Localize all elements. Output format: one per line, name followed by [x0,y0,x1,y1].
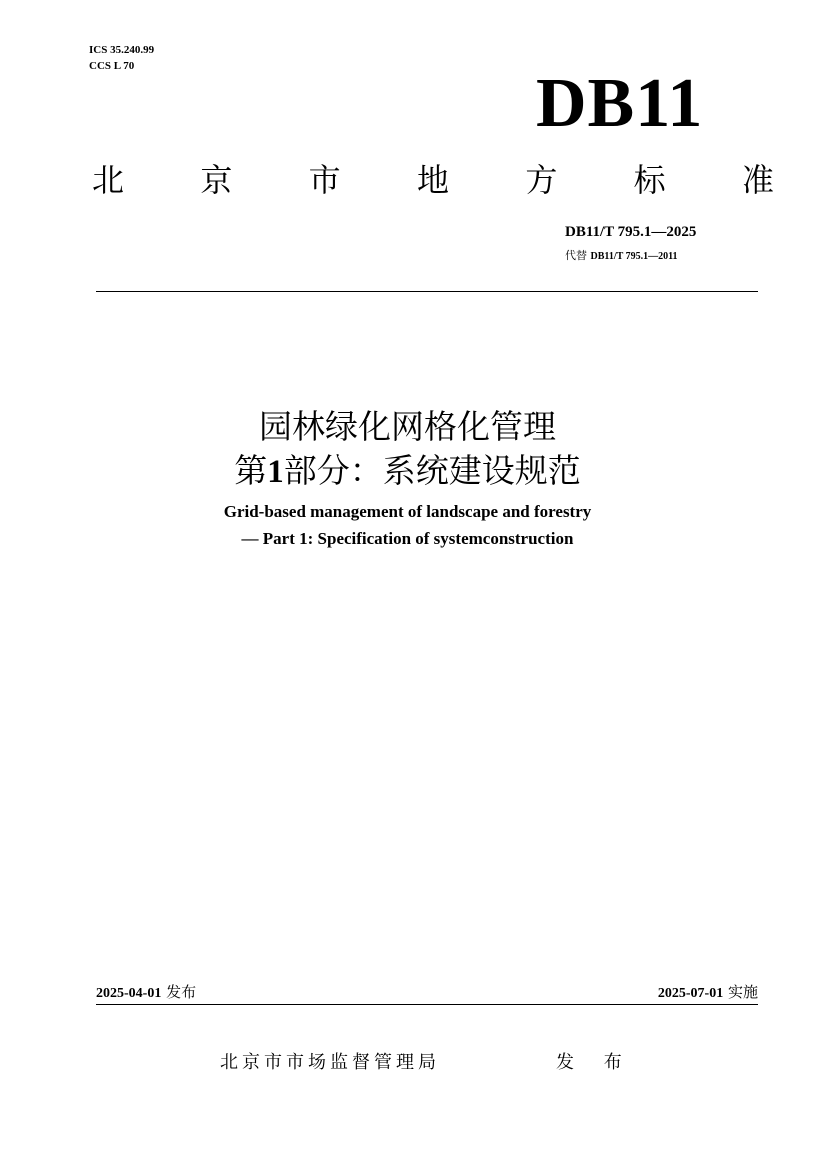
effective-label: 实施 [727,983,758,1001]
publish-label: 发布 [166,983,197,1001]
effective-date-line [658,982,758,1004]
issuer-name: 北京市市场监督管理局 [220,1052,440,1073]
replaces-number: DB11/T 795.1—2011 [590,251,678,262]
standard-type-char: 地 [416,161,449,199]
title-en-line1: Grid-based management of landscape and forestry [223,502,592,521]
standard-type-char: 北 [92,161,125,199]
title-cn-line2 [0,450,815,493]
title-cn-line1: 园林绿化网格化管理 [259,407,556,446]
standard-type-char: 准 [741,161,774,199]
ccs-code: CCS L 70 [89,60,135,72]
title-en-line2: — Part 1: Specification of systemconstruction [241,529,574,548]
standard-type-title [92,158,774,202]
publish-date-line [96,982,196,1004]
publish-date: 2025-04-01 [96,986,162,1001]
standard-type-char: 方 [525,161,558,199]
db11-logo-code: DB11 [536,65,704,142]
ics-code: ICS 35.240.99 [89,44,155,56]
title-cn-prefix: 第 [234,451,268,490]
effective-date: 2025-07-01 [657,986,724,1001]
classification-codes [89,42,154,74]
title-cn-part-number: 1 [267,454,284,490]
replaces-line [565,248,678,265]
title-cn-rest: 部分：系统建设规范 [283,451,581,490]
standard-number: DB11/T 795.1—2025 [565,224,697,240]
header-divider [96,291,758,292]
standard-type-char: 京 [200,161,233,199]
replaces-label: 代替 [565,249,587,262]
standard-type-char: 市 [308,161,341,199]
issue-word: 发 布 [556,1052,634,1073]
standard-type-char: 标 [633,161,666,199]
footer-divider [96,1004,758,1005]
